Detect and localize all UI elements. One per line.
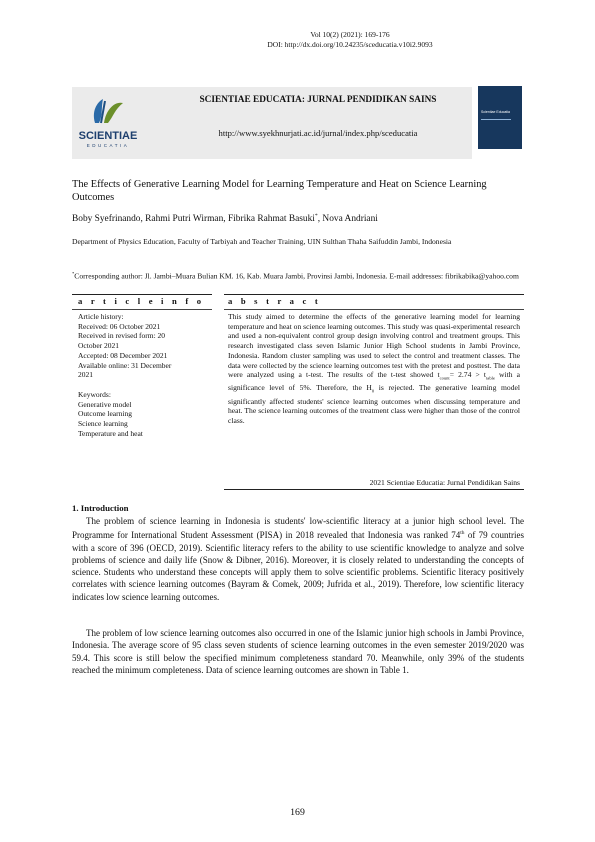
article-info-heading: a r t i c l e i n f o — [78, 296, 205, 306]
cover-line — [481, 119, 511, 120]
abstract-part: = 2.74 > t — [449, 370, 487, 380]
abstract-rule — [224, 309, 524, 310]
authors-main: Boby Syefrinando, Rahmi Putri Wirman, Fibrika Rahmat Basuki — [72, 214, 315, 225]
paragraph-text: The problem of low science learning outcomes also occurred in one of the Islamic junior high schools in Jambi Province, Indonesia. The average score of 95 class seven students of science learning outcomes in the even semester 2019/2020 was 59.4. This score is still below the specified minimum completeness standard 70. Meanwhile, only 39% of the students reached the minimum completeness. Data of science learning outcomes are shown in Table 1. — [72, 628, 524, 675]
section-heading: 1. Introduction — [72, 503, 129, 513]
corresponding-author — [72, 269, 524, 282]
abstract-sub: 0 — [371, 388, 375, 394]
accepted-date: Accepted: 08 December 2021 — [78, 350, 168, 360]
history-label: Article history: — [78, 312, 124, 321]
corresponding-text: Corresponding author: Jl. Jambi–Muara Bulian KM. 16, Kab. Muara Jambi, Provinsi Jambi, Indonesia. E-mail addresses: fibrikabika@yahoo.com — [74, 271, 519, 281]
keyword: Temperature and heat — [78, 428, 143, 438]
paper-title: The Effects of Generative Learning Model for Learning Temperature and Heat on Science Learning Outcomes — [72, 179, 487, 203]
intro-paragraph-2 — [72, 627, 524, 676]
abstract-heading: a b s t r a c t — [228, 296, 321, 306]
journal-name: SCIENTIAE EDUCATIA: JURNAL PENDIDIKAN SAINS — [199, 95, 437, 105]
revised-date: Received in revised form: 20 October 2021 — [78, 331, 166, 351]
keywords-label: Keywords: — [78, 389, 111, 399]
cover-title: Scientiae Educatia — [481, 110, 510, 114]
affiliation: Department of Physics Education, Faculty of Tarbiyah and Teacher Training, UIN Sulthan Thaha Saifuddin Jambi, Indonesia — [72, 237, 452, 246]
journal-cover-image — [478, 86, 522, 149]
logo-subtext: EDUCATIA — [86, 143, 130, 148]
received-date: Received: 06 October 2021 — [78, 321, 161, 331]
abstract-sub: table — [486, 375, 495, 381]
paragraph-text: of 79 countries with a score of 396 (OECD, 2019). Scientific literacy refers to the ability to use scientific knowledge to analyze and solve problems of science and daily life (Snow & Dibner, 2016). Moreover, it is closely related to understanding the concepts of science. Students who understand these concepts will apply them to solve scientific problems. Scientific literacy positively correlates with science learning outcomes (Bayram & Comek, 2009; Jufrida et al., 2019). Therefore, low scientific literacy indicates low science learning outcomes. — [72, 530, 524, 602]
abstract-part: with a significance level of 5%. Therefore, the H — [228, 370, 521, 393]
abstract-sub: count — [439, 375, 450, 381]
abstract-text — [228, 312, 520, 426]
copyright-notice: 2021 Scientiae Educatia: Jurnal Pendidikan Sains — [369, 478, 520, 487]
intro-paragraph-1 — [72, 515, 524, 603]
keyword: Science learning — [78, 419, 128, 429]
abstract-part: is rejected. The generative learning model significantly affected students' science learning outcomes when discussing temperature and heat. The science learning outcomes of the treatment class were higher than those of the control class. — [228, 383, 520, 426]
keyword: Outcome learning — [78, 409, 132, 419]
volume-line: Vol 10(2) (2021): 169-176 — [310, 30, 390, 39]
abstract-top-rule — [224, 294, 524, 295]
journal-url-link[interactable]: http://www.syekhnurjati.ac.id/jurnal/index.php/sceducatia — [218, 128, 418, 138]
journal-logo — [73, 95, 143, 155]
abstract-part: This study aimed to determine the effects of the generative learning model for learning temperature and heat on science learning outcomes. This study was quasi-experimental research and used a non-equivalent control group design involving control and treatment groups. This research investigated class seven Islamic Junior High School students in Jambi Province, Indonesia. Random cluster sampling was used to select the control and treatment classes. The data were collected by the science learning outcomes test with the pretest and posttest. The data were analyzed using a t-test. The results of the t-test showed t — [228, 312, 520, 380]
logo-text: SCIENTIAE — [78, 130, 138, 142]
author-list — [72, 213, 522, 224]
abstract-bottom-rule — [224, 489, 524, 490]
page-number: 169 — [290, 807, 305, 818]
doi-line: DOI: http://dx.doi.org/10.24235/sceducatia.v10i2.9093 — [267, 40, 433, 49]
keyword: Generative model — [78, 399, 132, 409]
authors-last: , Nova Andriani — [317, 214, 378, 225]
online-date: Available online: 31 December 2021 — [78, 360, 172, 380]
article-info — [78, 312, 208, 438]
author-mark: * — [314, 213, 318, 219]
corresponding-mark: * — [72, 271, 75, 276]
superscript: th — [460, 530, 465, 537]
info-rule — [72, 309, 212, 310]
info-top-rule — [72, 294, 212, 295]
running-header — [190, 30, 510, 50]
paragraph-text: The problem of science learning in Indonesia is students' low-scientific literacy at a junior high school level. The Programme for International Student Assessment (PISA) in 2018 revealed that Indonesia was ranked 74 — [72, 516, 524, 541]
